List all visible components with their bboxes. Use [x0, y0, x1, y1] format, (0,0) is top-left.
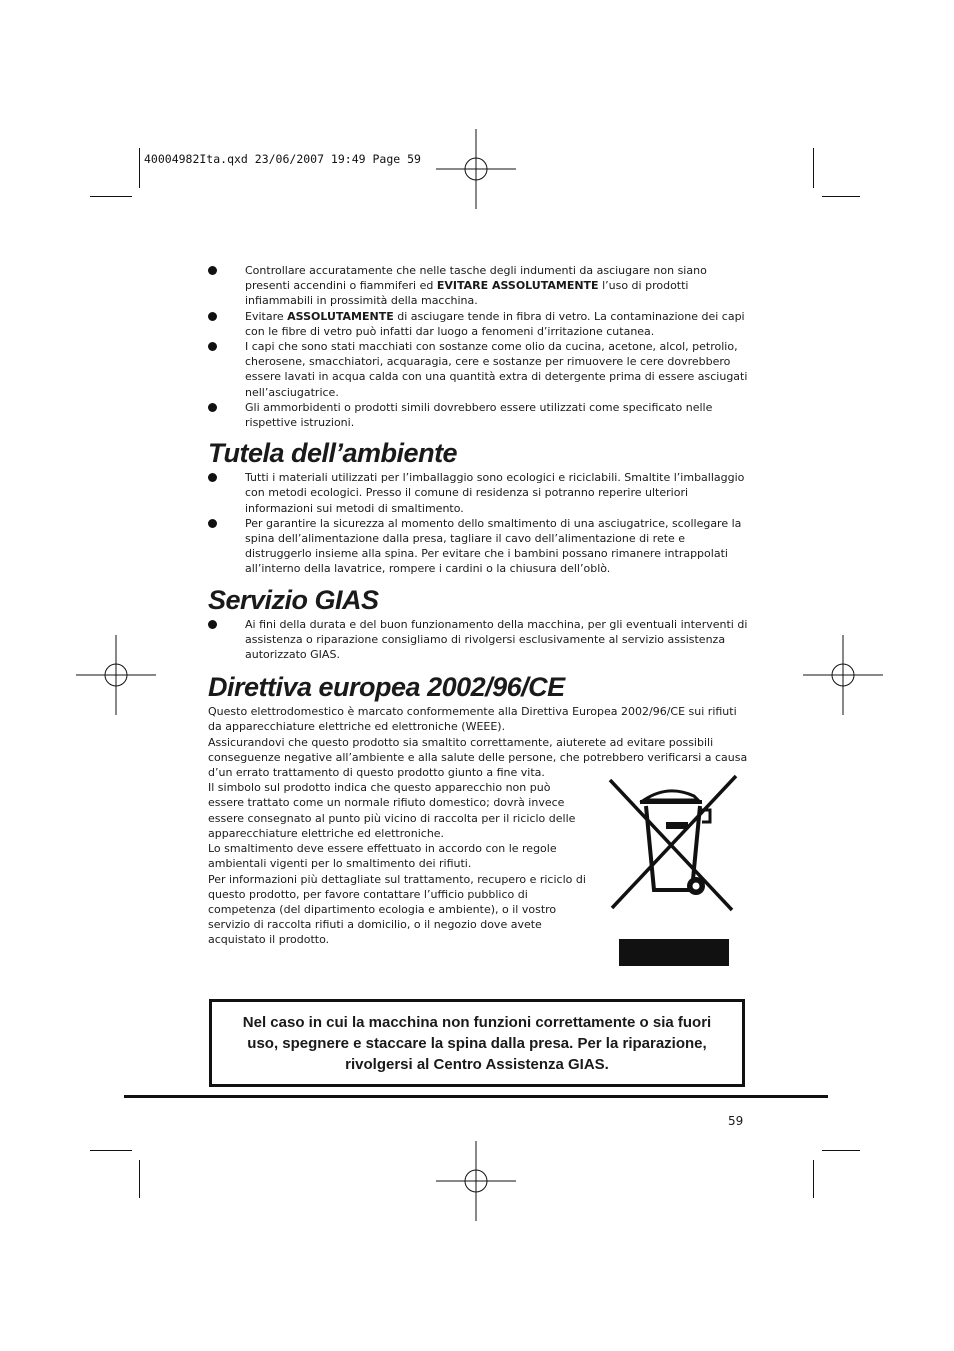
notice-text: Nel caso in cui la macchina non funzioni correttamente o sia fuori uso, spegnere e staccare la spina dalla presa. Per la riparazione, rivolgersi al Centro Assistenza GIAS. [242, 1013, 712, 1073]
service-bullet-list [208, 617, 748, 663]
crop-mark [139, 148, 140, 188]
list-item: I capi che sono stati macchiati con sostanze come olio da cucina, acetone, alcol, petrolio, cherosene, smacchiatori, acquaragia, cere e sostanze per rimuovere le cere dovrebbero essere lavati in acqua calda con una quantità extra di detergente prima di essere asciugati nell’asciugatrice. [208, 339, 748, 400]
section-title-directive: Direttiva europea 2002/96/CE [208, 672, 565, 703]
crop-mark [822, 196, 860, 197]
environment-bullet-list [208, 470, 748, 576]
bullet-icon [208, 266, 217, 275]
print-slug: 40004982Ita.qxd 23/06/2007 19:49 Page 59 [144, 152, 421, 166]
registration-mark-icon [803, 635, 883, 715]
crop-mark [813, 148, 814, 188]
section-title-environment: Tutela dell’ambiente [208, 438, 458, 469]
list-item: Gli ammorbidenti o prodotti simili dovrebbero essere utilizzati come specificato nelle rispettive istruzioni. [208, 400, 748, 430]
list-item: Controllare accuratamente che nelle tasche degli indumenti da asciugare non siano presenti accendini o fiammiferi ed EVITARE ASSOLUTAMENTE l’uso di prodotti infiammabili in prossimità della macchina. [208, 263, 748, 309]
directive-paragraph: Lo smaltimento deve essere effettuato in accordo con le regole ambientali vigenti per lo smaltimento dei rifiuti. [208, 842, 557, 871]
bullet-icon [208, 403, 217, 412]
registration-mark-icon [436, 1141, 516, 1221]
directive-paragraph: Per informazioni più dettagliate sul trattamento, recupero e riciclo di questo prodotto, per favore contattare l’ufficio pubblico di competenza (del dipartimento ecologia e ambiente), o il vostro servizio di raccolta rifiuti a domicilio, o il negozio dove avete acquistato il prodotto. [208, 872, 586, 947]
crop-mark [90, 1150, 132, 1151]
page-number: 59 [728, 1114, 744, 1128]
directive-paragraph: Il simbolo sul prodotto indica che questo apparecchio non può essere trattato come un normale rifiuto domestico; dovrà invece essere consegnato al punto più vicino di raccolta per il riciclo delle apparecchiature elettriche ed elettroniche. [208, 781, 576, 840]
crop-mark [139, 1160, 140, 1198]
footer-rule [124, 1095, 828, 1098]
bullet-icon [208, 342, 217, 351]
list-item: Ai fini della durata e del buon funzionamento della macchina, per gli eventuali interventi di assistenza o riparazione consigliamo di rivolgersi esclusivamente al servizio assistenza autorizzato GIAS. [208, 617, 748, 663]
weee-solid-bar [619, 939, 729, 966]
bullet-icon [208, 620, 217, 629]
crop-mark [822, 1150, 860, 1151]
registration-mark-icon [436, 129, 516, 209]
directive-paragraph: Assicurandovi che questo prodotto sia smaltito correttamente, aiuterete ad evitare possibili conseguenze negative all’ambiente e alla salute delle persone, che potrebbero verificarsi a causa d’un errato trattamento di questo prodotto giunto a fine vita. [208, 735, 748, 780]
crop-mark [813, 1160, 814, 1198]
registration-mark-icon [76, 635, 156, 715]
safety-bullet-list [208, 263, 748, 430]
crop-mark [90, 196, 132, 197]
warning-notice-box [209, 999, 745, 1087]
bullet-icon [208, 473, 217, 482]
section-title-service: Servizio GIAS [208, 584, 379, 615]
list-item: Per garantire la sicurezza al momento dello smaltimento di una asciugatrice, scollegare la spina dell’alimentazione dalla presa, tagliare il cavo dell’alimentazione di rete e distruggerlo insieme alla spina. Per evitare che i bambini possano rimanere intrappolati all’interno della lavatrice, rompere i cardini o la chiusura dell’oblò. [208, 516, 748, 577]
bullet-icon [208, 312, 217, 321]
bullet-icon [208, 519, 217, 528]
crossed-out-wheelie-bin-icon [606, 772, 741, 917]
directive-paragraph: Questo elettrodomestico è marcato conformemente alla Direttiva Europea 2002/96/CE sui rifiuti da apparecchiature elettriche ed elettroniche (WEEE). [208, 705, 737, 734]
list-item: Tutti i materiali utilizzati per l’imballaggio sono ecologici e riciclabili. Smaltite l’imballaggio con metodi ecologici. Presso il comune di residenza si potranno reperire ulteriori informazioni sui metodi di smaltimento. [208, 470, 748, 516]
list-item: Evitare ASSOLUTAMENTE di asciugare tende in fibra di vetro. La contaminazione dei capi con le fibre di vetro può infatti dar luogo a fenomeni d’irritazione cutanea. [208, 309, 748, 339]
